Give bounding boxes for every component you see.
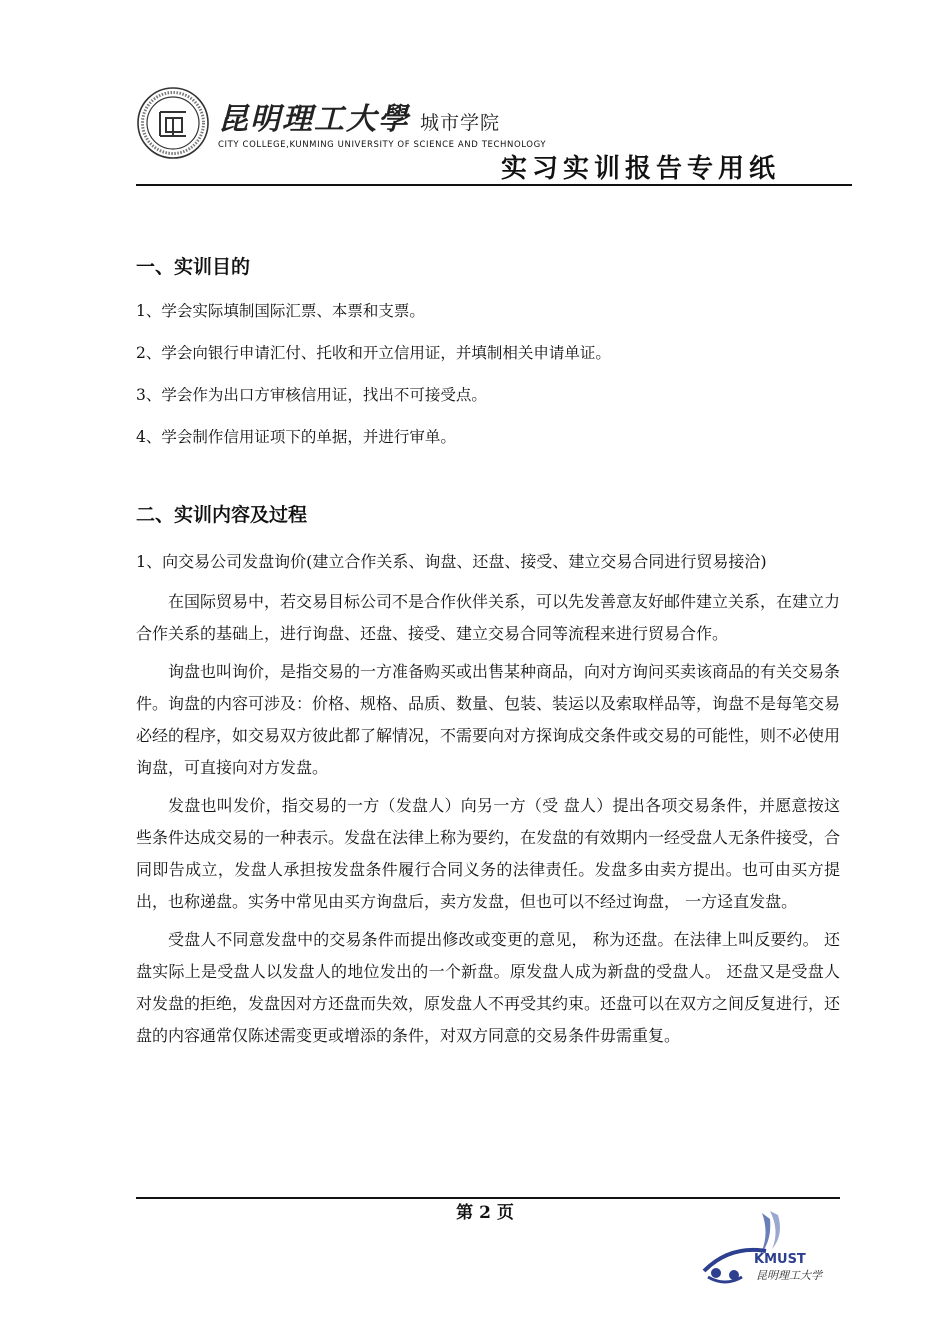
- body-paragraph: 受盘人不同意发盘中的交易条件而提出修改或变更的意见， 称为还盘。在法律上叫反要约。 还盘实际上是受盘人以发盘人的地位发出的一个新盘。原发盘人成为新盘的受盘人。 还盘又是受盘人对发盘的拒绝，发盘因对方还盘而失效，原发盘人不再受其约束。还盘可以在双方之间反复进行，还盘的内容通常仅陈述需变更或增添的条件，对双方同意的交易条件毋需重复。: [136, 930, 841, 1045]
- brand-title: [218, 94, 546, 138]
- objective-item: 2、学会向银行申请汇付、托收和开立信用证，并填制相关申请单证。: [136, 344, 611, 362]
- brand-block: [218, 94, 546, 150]
- report-title: 实习实训报告专用纸: [500, 154, 780, 184]
- university-seal-logo: [136, 86, 210, 160]
- kmust-logo-text: KMUST: [754, 1252, 806, 1267]
- objective-item: 3、学会作为出口方审核信用证，找出不可接受点。: [136, 386, 487, 404]
- objective-heading: 一、实训目的: [136, 256, 251, 278]
- body-paragraph: 在国际贸易中，若交易目标公司不是合作伙伴关系，可以先发善意友好邮件建立关系，在建立力合作关系的基础上，进行询盘、还盘、接受、建立交易合同等流程来进行贸易合作。: [136, 592, 841, 643]
- page-number: 第 2 页: [456, 1203, 514, 1223]
- university-name: 昆明理工大學: [218, 102, 410, 137]
- body-paragraph: 询盘也叫询价，是指交易的一方准备购买或出售某种商品，向对方询问买卖该商品的有关交易条件。询盘的内容可涉及：价格、规格、品质、数量、包装、装运以及索取样品等，询盘不是每笔交易必经的程序，如交易双方彼此都了解情况，不需要向对方探询成交条件或交易的可能性，则不必使用询盘，可直接向对方发盘。: [136, 662, 841, 777]
- content-heading: 二、实训内容及过程: [136, 504, 308, 526]
- document-body: [136, 252, 840, 1058]
- body-paragraph: 发盘也叫发价，指交易的一方（发盘人）向另一方（受 盘人）提出各项交易条件，并愿意按这些条件达成交易的一种表示。发盘在法律上称为要约，在发盘的有效期内一经受盘人无条件接受，合同即告成立，发盘人承担按发盘条件履行合同义务的法律责任。发盘多由卖方提出。也可由买方提出，也称递盘。实务中常见由买方询盘后，卖方发盘，但也可以不经过询盘， 一方迳直发盘。: [136, 796, 841, 911]
- content-subheading: 1、向交易公司发盘询价(建立合作关系、询盘、还盘、接受、建立交易合同进行贸易接洽): [136, 552, 767, 571]
- kmust-logo-cn: 昆明理工大学: [756, 1269, 822, 1282]
- objective-item: 1、学会实际填制国际汇票、本票和支票。: [136, 302, 425, 320]
- objective-item: 4、学会制作信用证项下的单据，并进行审单。: [136, 428, 456, 446]
- college-name: 城市学院: [420, 112, 501, 134]
- section-spacer: [136, 468, 840, 500]
- kmust-logo: [700, 1205, 850, 1285]
- college-english-name: CITY COLLEGE,KUNMING UNIVERSITY OF SCIENCE AND TECHNOLOGY: [218, 140, 547, 150]
- header-divider: [136, 184, 852, 186]
